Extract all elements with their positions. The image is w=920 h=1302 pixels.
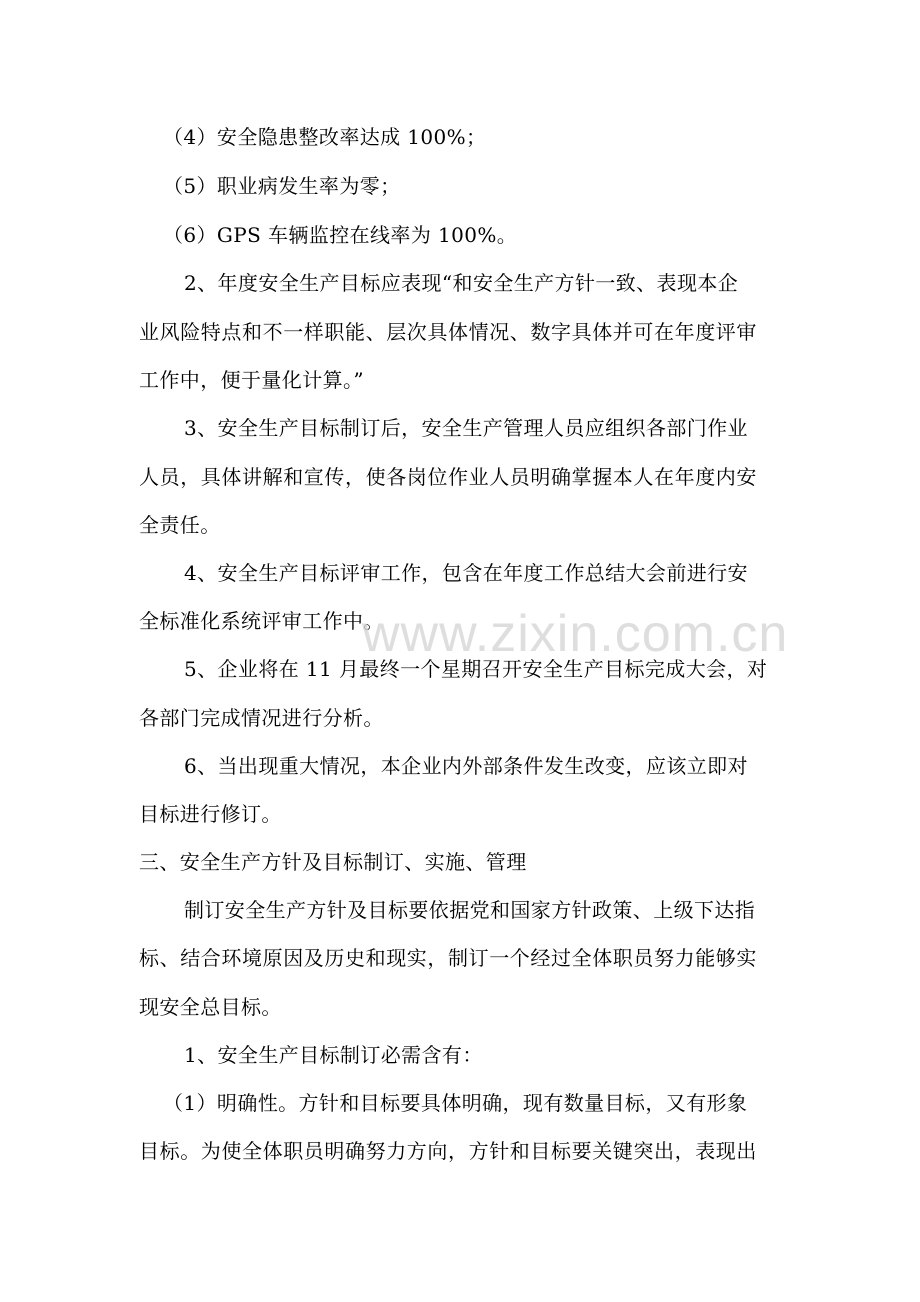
section-paragraph-line-3: 现安全总目标。 (139, 995, 282, 1019)
subsection-heading: 1、安全生产目标制订必需含有： (184, 1043, 483, 1067)
list-item-4: （4）安全隐患整改率达成 100%； (163, 125, 487, 149)
point-1-line-1: （1）明确性。方针和目标要具体明确，现有数量目标，又有形象 (163, 1091, 748, 1115)
paragraph-5-line-2: 各部门完成情况进行分析。 (139, 706, 384, 730)
paragraph-2-line-2: 业风险特点和不一样职能、层次具体情况、数字具体并可在年度评审 (139, 320, 757, 344)
point-1-line-2: 目标。为使全体职员明确努力方向，方针和目标要关键突出，表现出 (139, 1139, 757, 1163)
paragraph-5-line-1: 5、企业将在 11 月最终一个星期召开安全生产目标完成大会，对 (184, 657, 768, 681)
paragraph-3-line-1: 3、安全生产目标制订后，安全生产管理人员应组织各部门作业 (184, 416, 748, 440)
section-heading: 三、安全生产方针及目标制订、实施、管理 (139, 850, 527, 874)
paragraph-2-line-1: 2、年度安全生产目标应表现“和安全生产方针一致、表现本企 (184, 271, 739, 295)
list-item-6: （6）GPS 车辆监控在线率为 100%。 (163, 223, 518, 247)
paragraph-2-line-3: 工作中，便于量化计算。” (139, 368, 365, 392)
section-paragraph-line-2: 标、结合环境原因及历史和现实，制订一个经过全体职员努力能够实 (139, 946, 757, 970)
list-item-5: （5）职业病发生率为零； (163, 174, 401, 198)
site-watermark: www.zixin.com.cn (362, 605, 789, 663)
paragraph-3-line-2: 人员，具体讲解和宣传，使各岗位作业人员明确掌握本人在年度内安 (139, 465, 757, 489)
paragraph-4-line-2: 全标准化系统评审工作中。 (139, 609, 384, 633)
paragraph-6-line-1: 6、当出现重大情况，本企业内外部条件发生改变，应该立即对 (184, 754, 748, 778)
paragraph-3-line-3: 全责任。 (139, 513, 221, 537)
paragraph-4-line-1: 4、安全生产目标评审工作，包含在年度工作总结大会前进行安 (184, 561, 748, 585)
section-paragraph-line-1: 制订安全生产方针及目标要依据党和国家方针政策、上级下达指 (184, 898, 756, 922)
paragraph-6-line-2: 目标进行修订。 (139, 802, 282, 826)
